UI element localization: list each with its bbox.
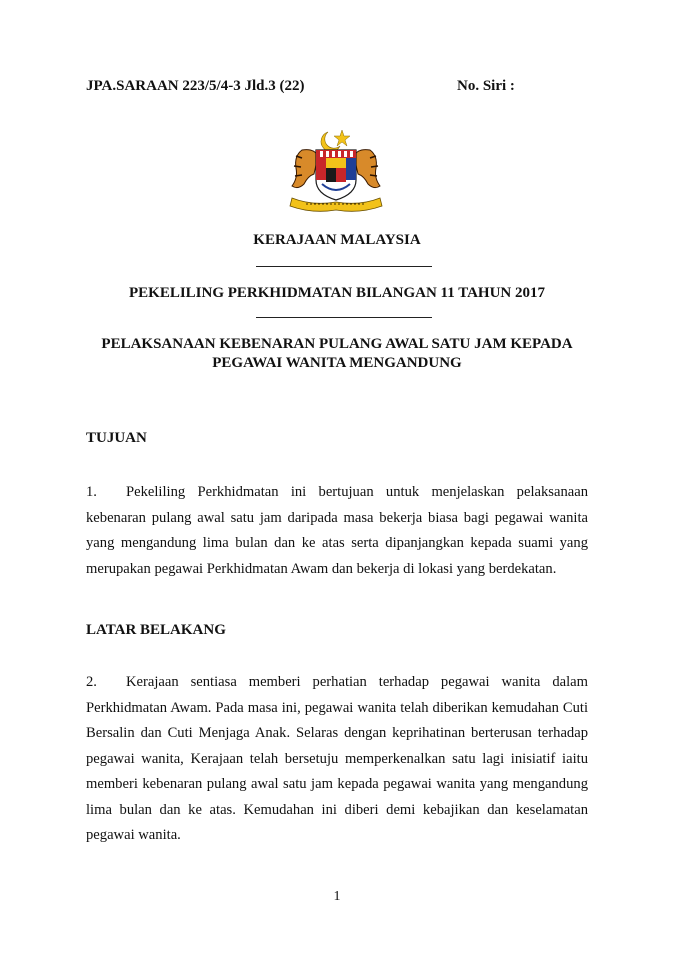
paragraph-text: Pekeliling Perkhidmatan ini bertujuan untuk menjelaskan pelaksanaan kebenaran pulang awal satu jam daripada masa bekerja biasa bagi pegawai wanita yang mengandung lima bulan dan ke atas serta dipanjangkan kepada suami yang merupakan pegawai Perkhidmatan Awam dan bekerja di lokasi yang berdekatan. xyxy=(86,484,588,577)
reference-number: JPA.SARAAN 223/5/4-3 Jld.3 (22) xyxy=(86,78,305,94)
divider xyxy=(256,266,432,267)
paragraph-text: Kerajaan sentiasa memberi perhatian terhadap pegawai wanita dalam Perkhidmatan Awam. Pada masa ini, pegawai wanita telah diberikan kemudahan Cuti Bersalin dan Cuti Menjaga Anak. Selaras dengan keprihatinan berterusan terhadap pegawai wanita, Kerajaan telah bersetuju memperkenalkan satu lagi inisiatif iaitu memberi kebenaran pulang awal satu jam kepada pegawai wanita yang mengandung lima bulan dan ke atas. Kemudahan ini diberi demi kebajikan dan keselamatan pegawai wanita. xyxy=(86,674,588,843)
document-title-line-1: PELAKSANAAN KEBENARAN PULANG AWAL SATU JAM KEPADA xyxy=(101,336,573,352)
document-title-line-2: PEGAWAI WANITA MENGANDUNG xyxy=(212,355,462,371)
page-number: 1 xyxy=(333,889,341,904)
circular-number: PEKELILING PERKHIDMATAN BILANGAN 11 TAHUN 2017 xyxy=(128,285,545,301)
paragraph-2 xyxy=(86,670,588,849)
section-heading-tujuan: TUJUAN xyxy=(86,430,147,446)
paragraph-1 xyxy=(86,480,588,582)
malaysia-coat-of-arms-icon xyxy=(282,126,390,216)
star-icon xyxy=(334,130,350,146)
divider xyxy=(256,317,432,318)
left-tiger-icon xyxy=(292,150,318,188)
serial-number-label: No. Siri : xyxy=(457,78,515,94)
government-heading: KERAJAAN MALAYSIA xyxy=(253,232,421,248)
section-heading-latar-belakang: LATAR BELAKANG xyxy=(86,622,226,638)
paragraph-number: 2. xyxy=(86,674,97,690)
crescent-icon xyxy=(321,132,340,152)
document-title xyxy=(0,335,674,373)
paragraph-number: 1. xyxy=(86,484,97,500)
right-tiger-icon xyxy=(354,150,380,188)
